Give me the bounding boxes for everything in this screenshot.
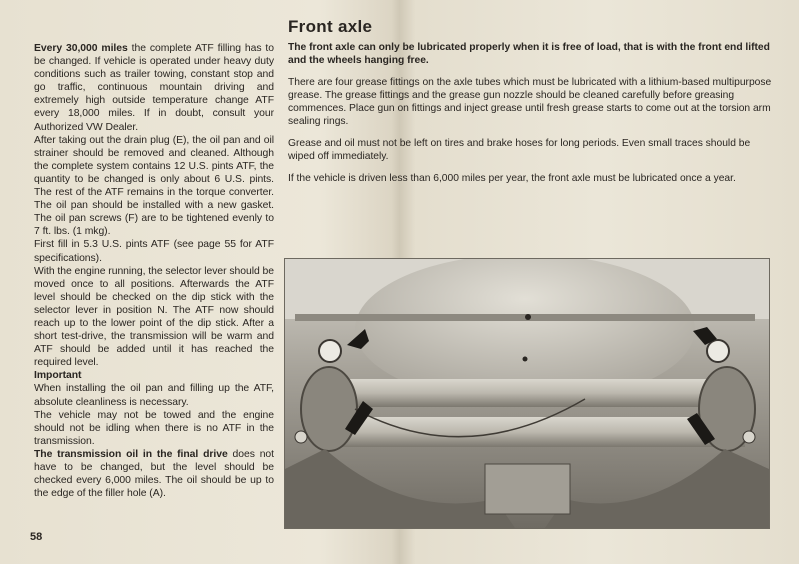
grease-fittings-paragraph: There are four grease fittings on the axle tubes which must be lubricated with a lithium-based multipurpose grease. The grease fittings and the grease gun nozzle should be cleaned carefully before greasing commences. Place gun on fittings and inject grease until fresh grease starts to come out at the torsion arm sealing rings. (288, 77, 772, 127)
upper-axle-tube (315, 379, 745, 407)
left-torsion-arm-seal (319, 340, 341, 362)
page-number: 58 (30, 531, 43, 543)
yearly-lubrication-paragraph: If the vehicle is driven less than 6,000 miles per year, the front axle must be lubricated once a year. (288, 173, 736, 184)
body-lip (295, 314, 755, 321)
intro-paragraph: The front axle can only be lubricated properly when it is free of load, that is with the front end lifted and the wheels hanging free. (288, 42, 770, 66)
important-note-towing: The vehicle may not be towed and the engine should not be idling when there is no ATF in the transmission. (34, 409, 274, 447)
front-axle-photo (284, 258, 770, 529)
page-title: Front axle (288, 17, 373, 36)
grease-warning-paragraph: Grease and oil must not be left on tires and brake hoses for long periods. Even small traces should be wiped off immediately. (288, 138, 751, 162)
final-drive-paragraph (34, 448, 274, 500)
important-note-cleanliness: When installing the oil pan and filling up the ATF, absolute cleanliness is necessary. (34, 383, 274, 408)
drain-paragraph: After taking out the drain plug (E), the oil pan and oil strainer should be removed and cleaned. Although the complete system contains 12 U.S. pints ATF, the quantity to be changed is only about 6 U.S. pints. The rest of the ATF remains in the torque converter. The oil pan should be installed with a new gasket. The oil pan screws (F) are to be tightened evenly to 7 ft. lbs. (1 mkg). (34, 134, 274, 238)
first-fill-paragraph: First fill in 5.3 U.S. pints ATF (see page 55 for ATF specifications). (34, 239, 274, 264)
level-check-paragraph: With the engine running, the selector lever should be moved once to all positions. Afterwards the ATF level should be checked on the dip stick with the selector lever in position N. The ATF now should reach up to the lower point of the dip stick. After a short test-drive, the transmission will be warm and ATF should be added until it has reached the required level. (34, 265, 274, 369)
right-torsion-arm-seal (707, 340, 729, 362)
front-axle-illustration (285, 259, 769, 528)
left-page-text (34, 42, 274, 500)
atf-interval-text: the complete ATF filling has to be changed. If vehicle is operated under heavy duty conditions such as trailer towing, constant stop and go traffic, continuous mountain driving and extremely high outside temperature change ATF every 18,000 miles. If in doubt, consult your Authorized VW Dealer. (34, 43, 274, 133)
final-drive-text: does not have to be changed, but the level should be checked every 6,000 miles. The oil should be up to the edge of the filler hole (A). (34, 448, 274, 500)
right-page-text (288, 17, 772, 194)
final-drive-lead: The transmission oil in the final drive (34, 448, 228, 460)
atf-interval-lead: Every 30,000 miles (34, 43, 128, 54)
important-heading: Important (34, 370, 82, 382)
atf-change-paragraph (34, 42, 274, 134)
